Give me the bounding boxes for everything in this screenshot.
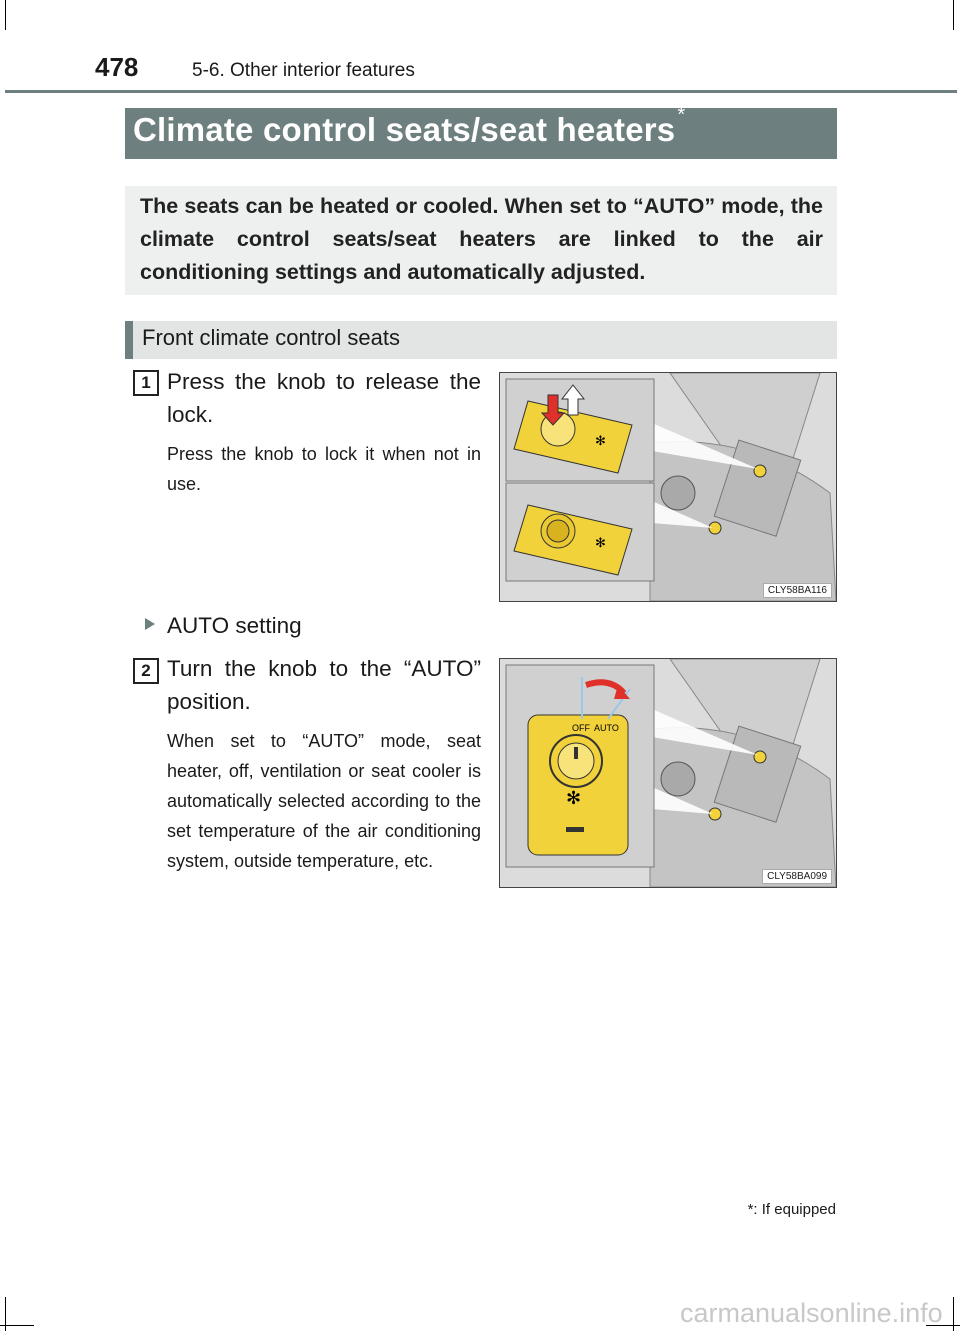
svg-text:✻: ✻ xyxy=(595,536,606,551)
header-rule xyxy=(5,90,957,93)
crop-mark xyxy=(5,0,6,30)
svg-text:✻: ✻ xyxy=(566,788,582,809)
intro-box xyxy=(125,186,837,295)
intro-text: The seats can be heated or cooled. When set to “AUTO” mode, the climate control seats/seat heaters are linked to the air conditioning settings and automatically adjusted. xyxy=(140,194,823,284)
watermark: carmanualsonline.info xyxy=(680,1298,943,1328)
knob-lock-illustration xyxy=(499,372,837,602)
page-number: 478 xyxy=(95,52,139,82)
footnote-mark: * xyxy=(677,104,686,126)
condition-heading xyxy=(145,611,302,641)
step-number-1: 1 xyxy=(133,370,159,396)
page-title: Climate control seats/seat heaters xyxy=(133,111,676,148)
footnote-mark: * xyxy=(747,1201,754,1218)
step-2-text: Turn the knob to the “AUTO” position. xyxy=(167,656,481,714)
triangle-bullet-icon xyxy=(145,618,155,630)
console-drawing xyxy=(500,659,836,887)
console-drawing xyxy=(500,373,836,601)
step-1-text: Press the knob to release the lock. xyxy=(167,369,481,427)
subsection-bar xyxy=(125,321,837,359)
page-title-bar xyxy=(125,104,837,159)
off-label: OFF xyxy=(572,723,590,733)
step-2-note: When set to “AUTO” mode, seat heater, off, ventilation or seat cooler is automatically selected according to the set temperature of the air conditioning system, outside temperature, etc. xyxy=(167,731,481,871)
crop-mark xyxy=(0,1325,34,1326)
condition-label: AUTO setting xyxy=(167,613,302,638)
svg-text:✻: ✻ xyxy=(595,434,606,449)
auto-label: AUTO xyxy=(594,723,619,733)
figure-code: CLY58BA099 xyxy=(762,869,832,884)
section-title: 5-6. Other interior features xyxy=(192,60,415,81)
step-1-note: Press the knob to lock it when not in use. xyxy=(167,444,481,494)
subsection-title: Front climate control seats xyxy=(142,325,400,350)
crop-mark xyxy=(953,0,954,30)
footnote-text: : If equipped xyxy=(753,1201,836,1218)
footnote xyxy=(748,1201,836,1218)
knob-auto-illustration xyxy=(499,658,837,888)
step-number-2: 2 xyxy=(133,658,159,684)
figure-code: CLY58BA116 xyxy=(763,583,832,598)
